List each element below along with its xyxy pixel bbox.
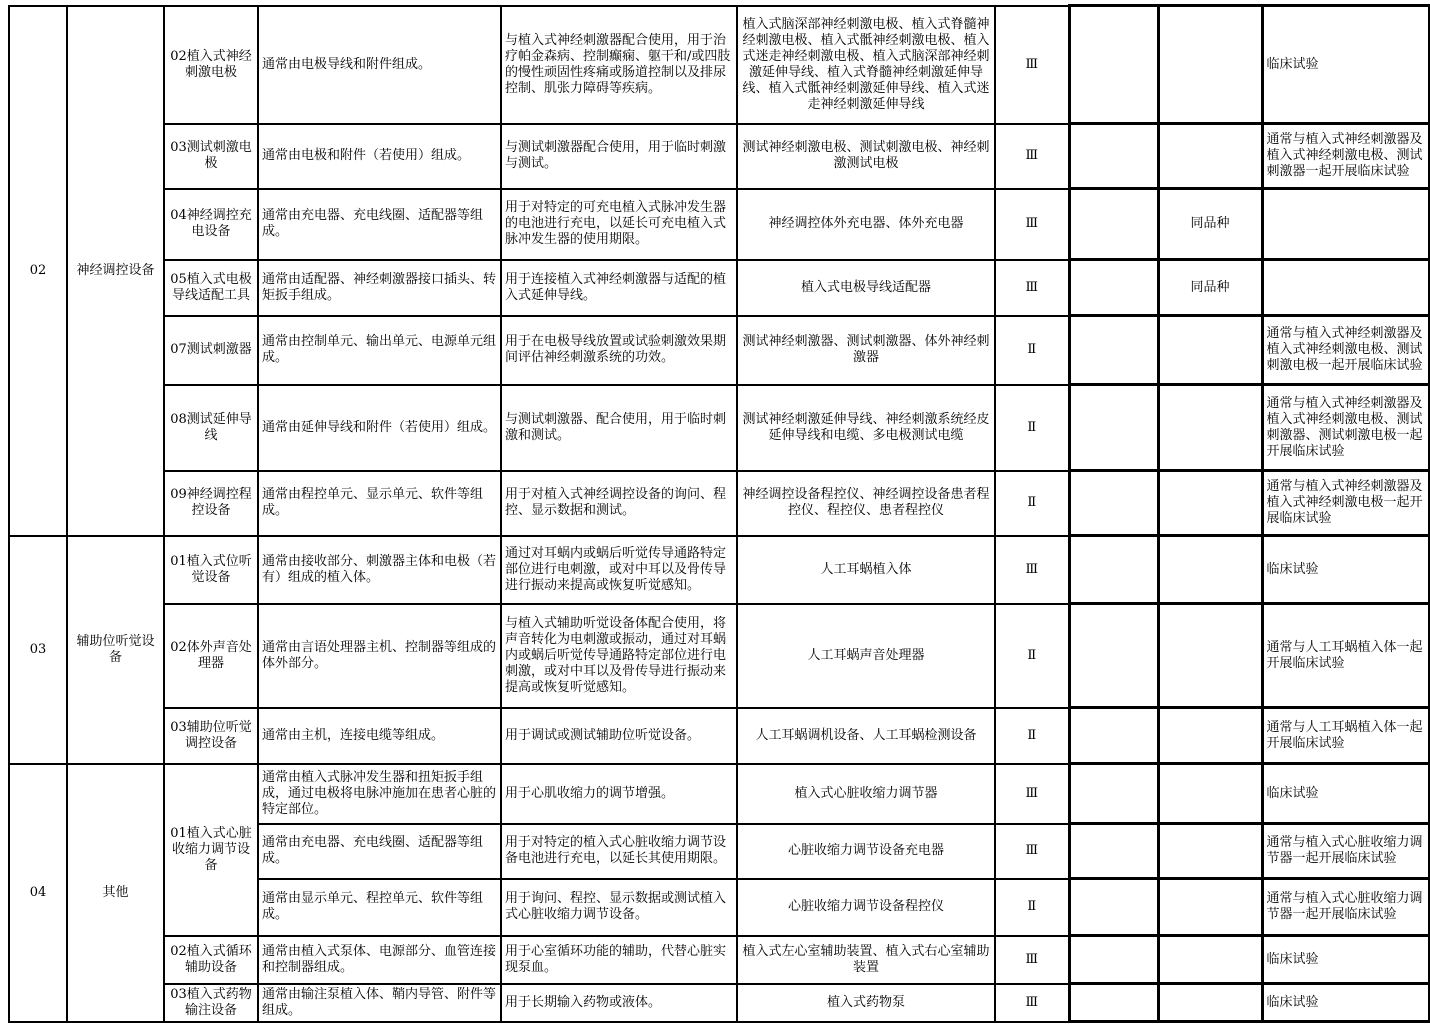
product-examples-cell: 植入式心脏收缩力调节器 [737,764,995,824]
subcategory-cell: 09神经调控程控设备 [164,471,258,536]
management-class-cell: Ⅱ [995,708,1069,764]
equivalence-cell [1158,6,1262,124]
management-class-cell: Ⅲ [995,260,1069,316]
product-examples-cell: 植入式脑深部神经刺激电极、植入式脊髓神经刺激电极、植入式骶神经刺激电极、植入式迷走神经刺激电极、植入式脑深部神经刺激延伸导线、植入式脊髓神经刺激延伸导线、植入式骶神经刺激延伸导线、植入式迷走神经刺激延伸导线 [737,6,995,124]
blank-column-cell [1069,316,1158,385]
equivalence-cell [1158,984,1262,1022]
intended-use-cell: 通过对耳蜗内或蜗后听觉传导通路特定部位进行电刺激，或对中耳以及骨传导进行振动来提高或恢复听觉感知。 [501,536,737,604]
composition-cell: 通常由充电器、充电线圈、适配器等组成。 [258,189,501,260]
product-examples-cell: 心脏收缩力调节设备程控仪 [737,879,995,936]
table-row [9,385,1429,471]
blank-column-cell [1069,708,1158,764]
intended-use-cell: 用于对特定的植入式心脏收缩力调节设备电池进行充电，以延长其使用期限。 [501,824,737,879]
blank-column-cell [1069,6,1158,124]
blank-column-cell [1069,604,1158,708]
subcategory-cell: 02植入式神经刺激电极 [164,6,258,124]
equivalence-cell [1158,316,1262,385]
product-examples-cell: 神经调控设备程控仪、神经调控设备患者程控仪、程控仪、患者程控仪 [737,471,995,536]
group-category-cell: 神经调控设备 [67,6,164,536]
equivalence-cell: 同品种 [1158,189,1262,260]
clinical-evaluation-cell: 通常与植入式神经刺激器及植入式神经刺激电极、测试刺激电极一起开展临床试验 [1262,316,1429,385]
clinical-evaluation-cell: 通常与植入式心脏收缩力调节器一起开展临床试验 [1262,879,1429,936]
intended-use-cell: 用于在电极导线放置或试验刺激效果期间评估神经刺激系统的功效。 [501,316,737,385]
table-row [9,764,1429,824]
composition-cell: 通常由程控单元、显示单元、软件等组成。 [258,471,501,536]
composition-cell: 通常由接收部分、刺激器主体和电极（若有）组成的植入体。 [258,536,501,604]
composition-cell: 通常由主机，连接电缆等组成。 [258,708,501,764]
subcategory-cell: 02植入式循环辅助设备 [164,936,258,984]
product-examples-cell: 心脏收缩力调节设备充电器 [737,824,995,879]
equivalence-cell [1158,708,1262,764]
intended-use-cell: 与植入式神经刺激器配合使用，用于治疗帕金森病、控制癫痫、躯干和/或四肢的慢性顽固性疼痛或肠道控制以及排尿控制、肌张力障碍等疾病。 [501,6,737,124]
table-row [9,536,1429,604]
subcategory-cell: 01植入式心脏收缩力调节设备 [164,764,258,936]
product-examples-cell: 植入式药物泵 [737,984,995,1022]
product-examples-cell: 人工耳蜗调机设备、人工耳蜗检测设备 [737,708,995,764]
composition-cell: 通常由植入式脉冲发生器和扭矩扳手组成，通过电极将电脉冲施加在患者心脏的特定部位。 [258,764,501,824]
equivalence-cell [1158,879,1262,936]
blank-column-cell [1069,936,1158,984]
clinical-evaluation-cell: 通常与植入式神经刺激器及植入式神经刺激电极、测试刺激器一起开展临床试验 [1262,124,1429,189]
management-class-cell: Ⅲ [995,124,1069,189]
intended-use-cell: 用于连接植入式神经刺激器与适配的植入式延伸导线。 [501,260,737,316]
equivalence-cell [1158,604,1262,708]
composition-cell: 通常由植入式泵体、电源部分、血管连接和控制器组成。 [258,936,501,984]
clinical-evaluation-cell: 通常与人工耳蜗植入体一起开展临床试验 [1262,708,1429,764]
management-class-cell: Ⅱ [995,879,1069,936]
blank-column-cell [1069,824,1158,879]
composition-cell: 通常由言语处理器主机、控制器等组成的体外部分。 [258,604,501,708]
classification-table [8,4,1430,1023]
management-class-cell: Ⅲ [995,536,1069,604]
equivalence-cell [1158,764,1262,824]
group-code-cell: 02 [9,6,67,536]
equivalence-cell: 同品种 [1158,260,1262,316]
composition-cell: 通常由控制单元、输出单元、电源单元组成。 [258,316,501,385]
composition-cell: 通常由电极和附件（若使用）组成。 [258,124,501,189]
clinical-evaluation-cell: 临床试验 [1262,984,1429,1022]
blank-column-cell [1069,984,1158,1022]
equivalence-cell [1158,471,1262,536]
blank-column-cell [1069,385,1158,471]
subcategory-cell: 08测试延伸导线 [164,385,258,471]
blank-column-cell [1069,124,1158,189]
product-examples-cell: 植入式左心室辅助装置、植入式右心室辅助装置 [737,936,995,984]
group-category-cell: 辅助位听觉设备 [67,536,164,764]
management-class-cell: Ⅲ [995,764,1069,824]
blank-column-cell [1069,260,1158,316]
management-class-cell: Ⅲ [995,984,1069,1022]
subcategory-cell: 01植入式位听觉设备 [164,536,258,604]
clinical-evaluation-cell: 通常与植入式神经刺激器及植入式神经刺激电极一起开展临床试验 [1262,471,1429,536]
table-row [9,984,1429,1022]
subcategory-cell: 07测试刺激器 [164,316,258,385]
clinical-evaluation-cell: 临床试验 [1262,764,1429,824]
intended-use-cell: 用于询问、程控、显示数据或测试植入式心脏收缩力调节设备。 [501,879,737,936]
clinical-evaluation-cell [1262,260,1429,316]
product-examples-cell: 植入式电极导线适配器 [737,260,995,316]
product-examples-cell: 人工耳蜗声音处理器 [737,604,995,708]
table-row [9,316,1429,385]
blank-column-cell [1069,471,1158,536]
intended-use-cell: 与测试刺激器配合使用，用于临时刺激与测试。 [501,124,737,189]
clinical-evaluation-cell: 临床试验 [1262,536,1429,604]
table-row [9,260,1429,316]
clinical-evaluation-cell: 通常与人工耳蜗植入体一起开展临床试验 [1262,604,1429,708]
management-class-cell: Ⅲ [995,936,1069,984]
group-category-cell: 其他 [67,764,164,1022]
composition-cell: 通常由延伸导线和附件（若使用）组成。 [258,385,501,471]
table-row [9,604,1429,708]
composition-cell: 通常由显示单元、程控单元、软件等组成。 [258,879,501,936]
subcategory-cell: 04神经调控充电设备 [164,189,258,260]
clinical-evaluation-cell: 临床试验 [1262,6,1429,124]
management-class-cell: Ⅲ [995,6,1069,124]
intended-use-cell: 与植入式辅助听觉设备体配合使用，将声音转化为电刺激或振动，通过对耳蜗内或蜗后听觉传导通路特定部位进行电刺激，或对中耳以及骨传导进行振动来提高或恢复听觉感知。 [501,604,737,708]
blank-column-cell [1069,189,1158,260]
group-code-cell: 03 [9,536,67,764]
blank-column-cell [1069,879,1158,936]
intended-use-cell: 用于长期输入药物或液体。 [501,984,737,1022]
table-row [9,936,1429,984]
intended-use-cell: 用于心肌收缩力的调节增强。 [501,764,737,824]
management-class-cell: Ⅲ [995,189,1069,260]
composition-cell: 通常由输注泵植入体、鞘内导管、附件等组成。 [258,984,501,1022]
blank-column-cell [1069,764,1158,824]
blank-column-cell [1069,536,1158,604]
intended-use-cell: 与测试刺激器、配合使用，用于临时刺激和测试。 [501,385,737,471]
table-row [9,189,1429,260]
equivalence-cell [1158,936,1262,984]
clinical-evaluation-cell: 通常与植入式神经刺激器及植入式神经刺激电极、测试刺激器、测试刺激电极一起开展临床试验 [1262,385,1429,471]
equivalence-cell [1158,536,1262,604]
clinical-evaluation-cell: 通常与植入式心脏收缩力调节器一起开展临床试验 [1262,824,1429,879]
product-examples-cell: 测试神经刺激电极、测试刺激电极、神经刺激测试电极 [737,124,995,189]
product-examples-cell: 神经调控体外充电器、体外充电器 [737,189,995,260]
table-row [9,471,1429,536]
management-class-cell: Ⅱ [995,604,1069,708]
subcategory-cell: 03测试刺激电极 [164,124,258,189]
intended-use-cell: 用于调试或测试辅助位听觉设备。 [501,708,737,764]
intended-use-cell: 用于对植入式神经调控设备的询问、程控、显示数据和测试。 [501,471,737,536]
management-class-cell: Ⅱ [995,471,1069,536]
subcategory-cell: 03植入式药物输注设备 [164,984,258,1022]
product-examples-cell: 人工耳蜗植入体 [737,536,995,604]
management-class-cell: Ⅱ [995,316,1069,385]
table-row [9,6,1429,124]
equivalence-cell [1158,385,1262,471]
equivalence-cell [1158,124,1262,189]
product-examples-cell: 测试神经刺激延伸导线、神经刺激系统经皮延伸导线和电缆、多电极测试电缆 [737,385,995,471]
management-class-cell: Ⅲ [995,824,1069,879]
composition-cell: 通常由充电器、充电线圈、适配器等组成。 [258,824,501,879]
classification-table-sheet [8,4,1428,1020]
product-examples-cell: 测试神经刺激器、测试刺激器、体外神经刺激器 [737,316,995,385]
clinical-evaluation-cell: 临床试验 [1262,936,1429,984]
subcategory-cell: 02体外声音处理器 [164,604,258,708]
group-code-cell: 04 [9,764,67,1022]
table-row [9,124,1429,189]
table-row [9,708,1429,764]
subcategory-cell: 03辅助位听觉调控设备 [164,708,258,764]
composition-cell: 通常由电极导线和附件组成。 [258,6,501,124]
composition-cell: 通常由适配器、神经刺激器接口插头、转矩扳手组成。 [258,260,501,316]
subcategory-cell: 05植入式电极导线适配工具 [164,260,258,316]
clinical-evaluation-cell [1262,189,1429,260]
intended-use-cell: 用于心室循环功能的辅助，代替心脏实现泵血。 [501,936,737,984]
management-class-cell: Ⅱ [995,385,1069,471]
intended-use-cell: 用于对特定的可充电植入式脉冲发生器的电池进行充电，以延长可充电植入式脉冲发生器的使用期限。 [501,189,737,260]
equivalence-cell [1158,824,1262,879]
